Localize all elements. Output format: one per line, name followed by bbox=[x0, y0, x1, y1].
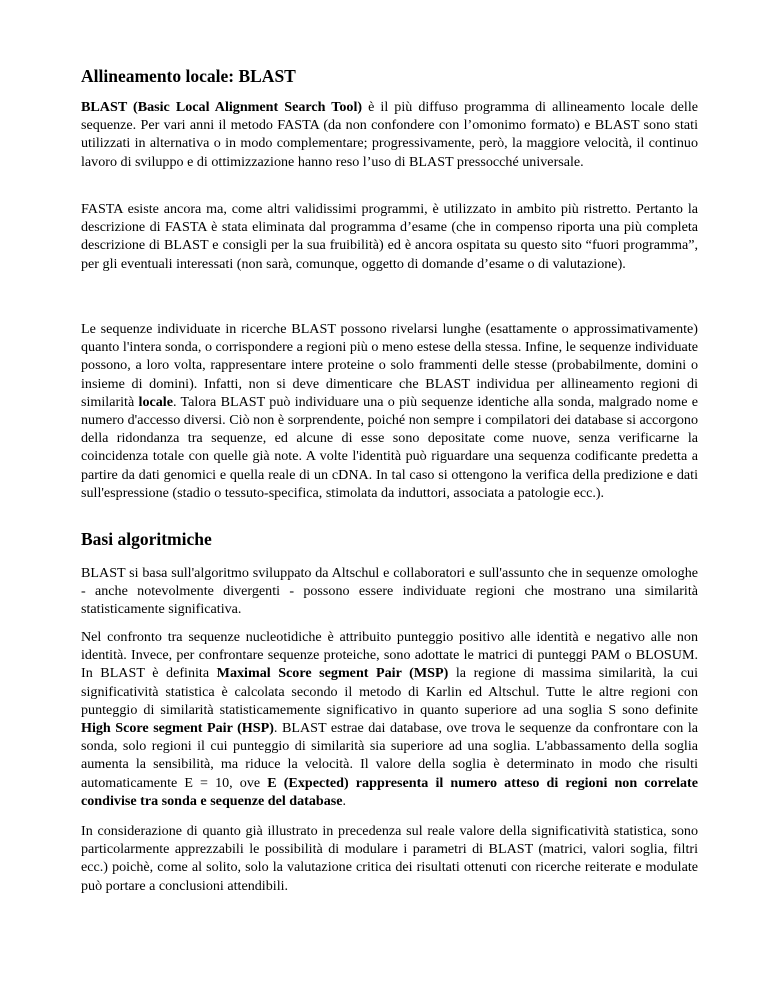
paragraph bbox=[81, 320, 698, 502]
paragraph bbox=[81, 200, 698, 273]
text-run: BLAST si basa sull'algoritmo sviluppato da Altschul e collaboratori e sull'assunto che in sequenze omologhe - anche notevolmente divergenti - possono essere individuate regioni che mostrano una similarità statisticamente significativa. bbox=[81, 565, 698, 618]
text-run: FASTA esiste ancora ma, come altri validissimi programmi, è utilizzato in ambito più ristretto. Pertanto la descrizione di FASTA è stata eliminata dal programma d’esame (che in compenso riporta una più completa descrizione di BLAST e consigli per la sua fruibilità) ed è ancora ospitata su questo sito “fuori programma”, per gli eventuali interessati (non sarà, comunque, oggetto di domande d’esame o di valutazione). bbox=[81, 201, 698, 272]
text-run: In considerazione di quanto già illustrato in precedenza sul reale valore della significatività statistica, sono particolarmente apprezzabili le possibilità di modulare i parametri di BLAST (matrici, valori soglia, filtri ecc.) poichè, come al solito, solo la valutazione critica dei risultati ottenuti con ricerche reiterate e modulate può portare a conclusioni attendibili. bbox=[81, 823, 698, 894]
text-run: Le sequenze individuate in ricerche BLAST possono rivelarsi lunghe (esattamente o approssimativamente) quanto l'intera sonda, o corrispondere a regioni più o meno estese della stessa. Infine, le sequenze individuate possono, a loro volta, rappresentare intere proteine o solo frammenti delle stesse (probabilmente, domini o insieme di domini). Infatti, non si deve dimenticare che BLAST individua per allineamento regioni di similarità bbox=[81, 321, 698, 410]
bold-text: Maximal Score segment Pair (MSP) bbox=[216, 665, 449, 682]
bold-text: High Score segment Pair (HSP) bbox=[81, 720, 274, 737]
bold-text: E (Expected) rappresenta il numero atteso di regioni non correlate condivise tra sonda e sequenze del database bbox=[81, 774, 698, 809]
text-run: . Talora BLAST può individuare una o più sequenze identiche alla sonda, malgrado nome e numero d'accesso diversi. Ciò non è sorprendente, poiché non sempre i compilatori dei database si accorgono della ridondanza tra sequenze, ed alcune di esse sono depositate come nuove, senza verificarne la coincidenza totale con quelle già note. A volte l'identità può riguardare una sequenza codificante predetta a partire da dati genomici e quella reale di un cDNA. In tal caso si ottengono la verifica della predizione e dati sull'espressione (stadio o tessuto-specifica, stimolata da induttori, associata a patologie ecc.). bbox=[81, 393, 698, 501]
section-title-algorithmic-bases: Basi algoritmiche bbox=[81, 529, 212, 549]
paragraph bbox=[81, 98, 698, 171]
text-run: . bbox=[342, 792, 347, 809]
bold-text: BLAST (Basic Local Alignment Search Tool) bbox=[81, 99, 363, 115]
text-run: . BLAST estrae dai database, ove trova le sequenze da confrontare con la sonda, solo regioni il cui punteggio di similarità sia superiore ad una soglia. L'abbassamento della soglia aumenta la sensibilità, ma riduce la velocità. Il valore della soglia è determinato in modo che risulti automaticamente E = 10, ove bbox=[81, 720, 699, 791]
section-title-blast: Allineamento locale: BLAST bbox=[81, 66, 296, 86]
text-run: la regione di massima similarità, la cui significatività statistica è calcolata secondo il metodo di Karlin ed Altschul. Tutte le altre regioni con punteggio di similarità statisticamemente significativo in quanto superiore ad una soglia S sono definite bbox=[81, 665, 699, 718]
text-run: Nel confronto tra sequenze nucleotidiche è attribuito punteggio positivo alle identità e negativo alle non identità. Invece, per confrontare sequenze proteiche, sono adottate le matrici di punteggi PAM o BLOSUM. In BLAST è definita bbox=[81, 629, 698, 682]
text-run: è il più diffuso programma di allineamento locale delle sequenze. Per vari anni il metodo FASTA (da non confondere con l’omonimo formato) e BLAST sono stati utilizzati in alternativa o in modo complementare; progressivamente, però, la maggiore velocità, il continuo lavoro di sviluppo e di ottimizzazione hanno reso l’uso di BLAST pressocché universale. bbox=[81, 99, 698, 170]
bold-text: locale bbox=[138, 393, 173, 410]
paragraph bbox=[81, 628, 698, 810]
paragraph bbox=[81, 822, 698, 895]
paragraph bbox=[81, 564, 698, 619]
